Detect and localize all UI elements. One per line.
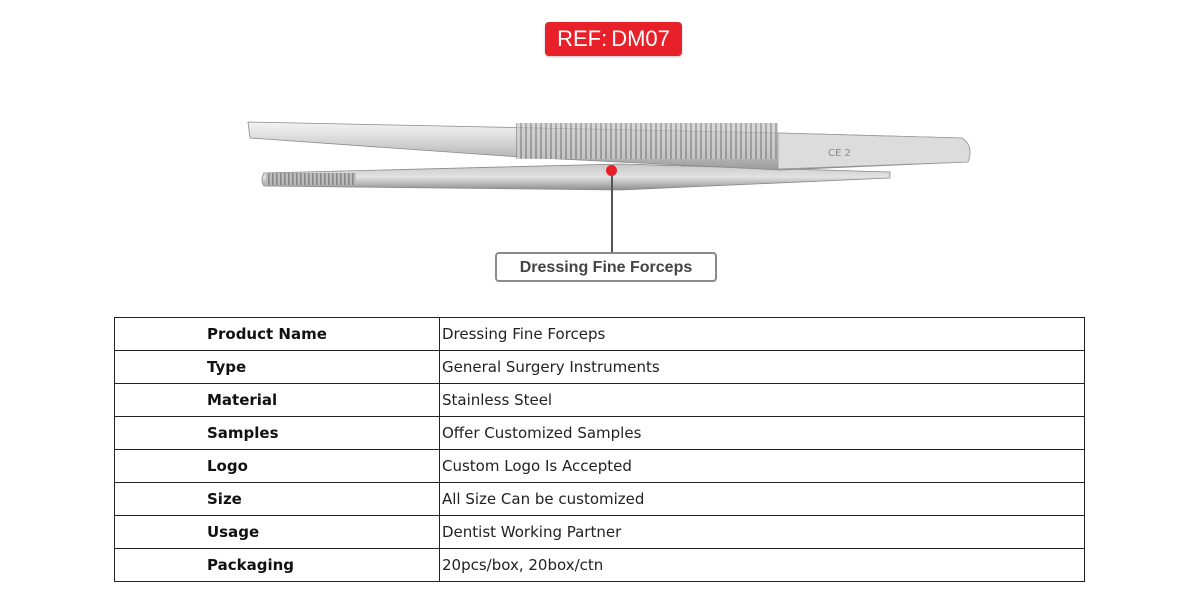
spec-label: Material — [115, 384, 440, 417]
ref-badge — [545, 22, 682, 56]
spec-value: All Size Can be customized — [440, 483, 1085, 516]
spec-table — [114, 317, 1085, 582]
spec-label: Samples — [115, 417, 440, 450]
table-row — [115, 549, 1085, 582]
forceps-marking: CE 2 — [828, 148, 851, 159]
spec-label: Usage — [115, 516, 440, 549]
callout-label: Dressing Fine Forceps — [495, 252, 717, 282]
table-row — [115, 384, 1085, 417]
spec-label: Size — [115, 483, 440, 516]
ref-prefix: REF: — [557, 26, 608, 51]
spec-value: Dressing Fine Forceps — [440, 318, 1085, 351]
table-row — [115, 516, 1085, 549]
spec-label: Product Name — [115, 318, 440, 351]
table-row — [115, 450, 1085, 483]
spec-label: Logo — [115, 450, 440, 483]
spec-label: Type — [115, 351, 440, 384]
forceps-image — [240, 112, 980, 202]
spec-value: Offer Customized Samples — [440, 417, 1085, 450]
table-row — [115, 417, 1085, 450]
callout-leader-line — [611, 170, 613, 252]
table-row — [115, 318, 1085, 351]
spec-label: Packaging — [115, 549, 440, 582]
spec-value: Dentist Working Partner — [440, 516, 1085, 549]
ref-code: DM07 — [611, 26, 670, 51]
table-row — [115, 483, 1085, 516]
spec-value: General Surgery Instruments — [440, 351, 1085, 384]
spec-value: Custom Logo Is Accepted — [440, 450, 1085, 483]
spec-value: 20pcs/box, 20box/ctn — [440, 549, 1085, 582]
callout-marker-dot — [606, 165, 617, 176]
table-row — [115, 351, 1085, 384]
spec-value: Stainless Steel — [440, 384, 1085, 417]
